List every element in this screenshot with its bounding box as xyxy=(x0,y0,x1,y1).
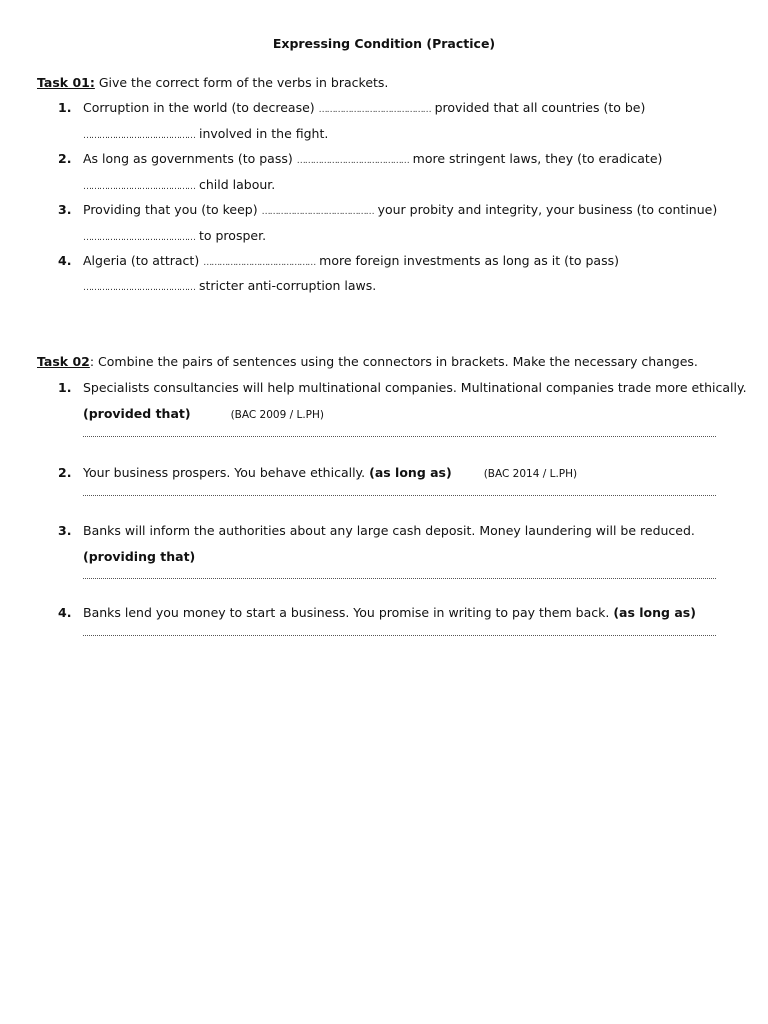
task1-item4-line1 xyxy=(83,253,619,268)
task1-item4-text-b: more foreign investments as long as it (to pass) xyxy=(315,253,619,268)
task2-item1-connector: (provided that) xyxy=(83,406,191,421)
task1-item1-number: 1. xyxy=(58,100,72,115)
task1-label: Task 01: xyxy=(37,75,95,90)
task2-item4-number: 4. xyxy=(58,605,72,620)
task2-item1-number: 1. xyxy=(58,380,72,395)
task2-item1-connector-line xyxy=(83,406,324,421)
task1-item1-text-a: Corruption in the world (to decrease) xyxy=(83,100,319,115)
task2-item2-number: 2. xyxy=(58,465,72,480)
task1-item2-line1 xyxy=(83,151,662,166)
task1-item4-text-a: Algeria (to attract) xyxy=(83,253,204,268)
task1-item1-text-b: provided that all countries (to be) xyxy=(430,100,646,115)
task1-item1-blank-a[interactable]: …………………………………… xyxy=(318,105,431,115)
task1-item2-blank-b[interactable]: …………………………………… xyxy=(83,182,195,192)
task1-item4-blank-a[interactable]: …………………………………… xyxy=(203,258,316,268)
task1-item3-text-c: to prosper. xyxy=(195,228,267,243)
task1-item2-text-a: As long as governments (to pass) xyxy=(83,151,297,166)
task2-item2-answer-line[interactable] xyxy=(83,495,716,496)
task2-item1-answer-line[interactable] xyxy=(83,436,716,437)
task1-item3-text-a: Providing that you (to keep) xyxy=(83,202,262,217)
task2-item1-text: Specialists consultancies will help multinational companies. Multinational companies trade more ethically. xyxy=(83,380,747,395)
task2-item4-line xyxy=(83,605,696,620)
task1-item3-blank-a[interactable]: …………………………………… xyxy=(261,207,374,217)
task1-item3-number: 3. xyxy=(58,202,72,217)
task1-heading xyxy=(37,75,388,90)
task1-item2-blank-a[interactable]: …………………………………… xyxy=(296,156,409,166)
task2-item1-reference: (BAC 2009 / L.PH) xyxy=(230,409,324,421)
task2-item2-reference: (BAC 2014 / L.PH) xyxy=(483,468,578,480)
task2-item3-connector: (providing that) xyxy=(83,549,196,564)
task1-item4-number: 4. xyxy=(58,253,72,268)
task2-item4-text: Banks lend you money to start a business. You promise in writing to pay them back. xyxy=(83,605,614,620)
task2-item2-line xyxy=(83,465,577,480)
task2-item3-number: 3. xyxy=(58,523,72,538)
task2-item2-text: Your business prospers. You behave ethically. xyxy=(83,465,370,480)
task1-item3-blank-b[interactable]: …………………………………… xyxy=(83,233,195,243)
task1-item1-line1 xyxy=(83,100,645,115)
task1-item2-text-c: child labour. xyxy=(195,177,276,192)
task2-item4-connector: (as long as) xyxy=(613,605,696,620)
task1-item1-text-c: involved in the fight. xyxy=(195,126,329,141)
task1-item2-number: 2. xyxy=(58,151,72,166)
task2-label: Task 02 xyxy=(37,354,90,369)
task1-item4-blank-b[interactable]: …………………………………… xyxy=(83,283,195,293)
task2-item3-answer-line[interactable] xyxy=(83,578,716,579)
task2-item3-text: Banks will inform the authorities about any large cash deposit. Money laundering will be reduced. xyxy=(83,523,695,538)
task1-item2-line2 xyxy=(83,177,275,192)
page-title: Expressing Condition (Practice) xyxy=(272,36,496,51)
task1-item4-line2 xyxy=(83,278,376,293)
task1-item1-blank-b[interactable]: …………………………………… xyxy=(83,131,195,141)
task1-item1-line2 xyxy=(83,126,328,141)
task1-item3-text-b: your probity and integrity, your business (to continue) xyxy=(373,202,718,217)
task1-item3-line1 xyxy=(83,202,717,217)
task2-heading xyxy=(37,354,698,369)
task2-instruction: : Combine the pairs of sentences using the connectors in brackets. Make the necessary changes. xyxy=(89,354,698,369)
task1-item4-text-c: stricter anti-corruption laws. xyxy=(195,278,377,293)
task2-item4-answer-line[interactable] xyxy=(83,635,716,636)
task1-item2-text-b: more stringent laws, they (to eradicate) xyxy=(408,151,663,166)
task1-instruction: Give the correct form of the verbs in brackets. xyxy=(94,75,389,90)
task1-item3-line2 xyxy=(83,228,266,243)
task2-item2-connector: (as long as) xyxy=(369,465,452,480)
